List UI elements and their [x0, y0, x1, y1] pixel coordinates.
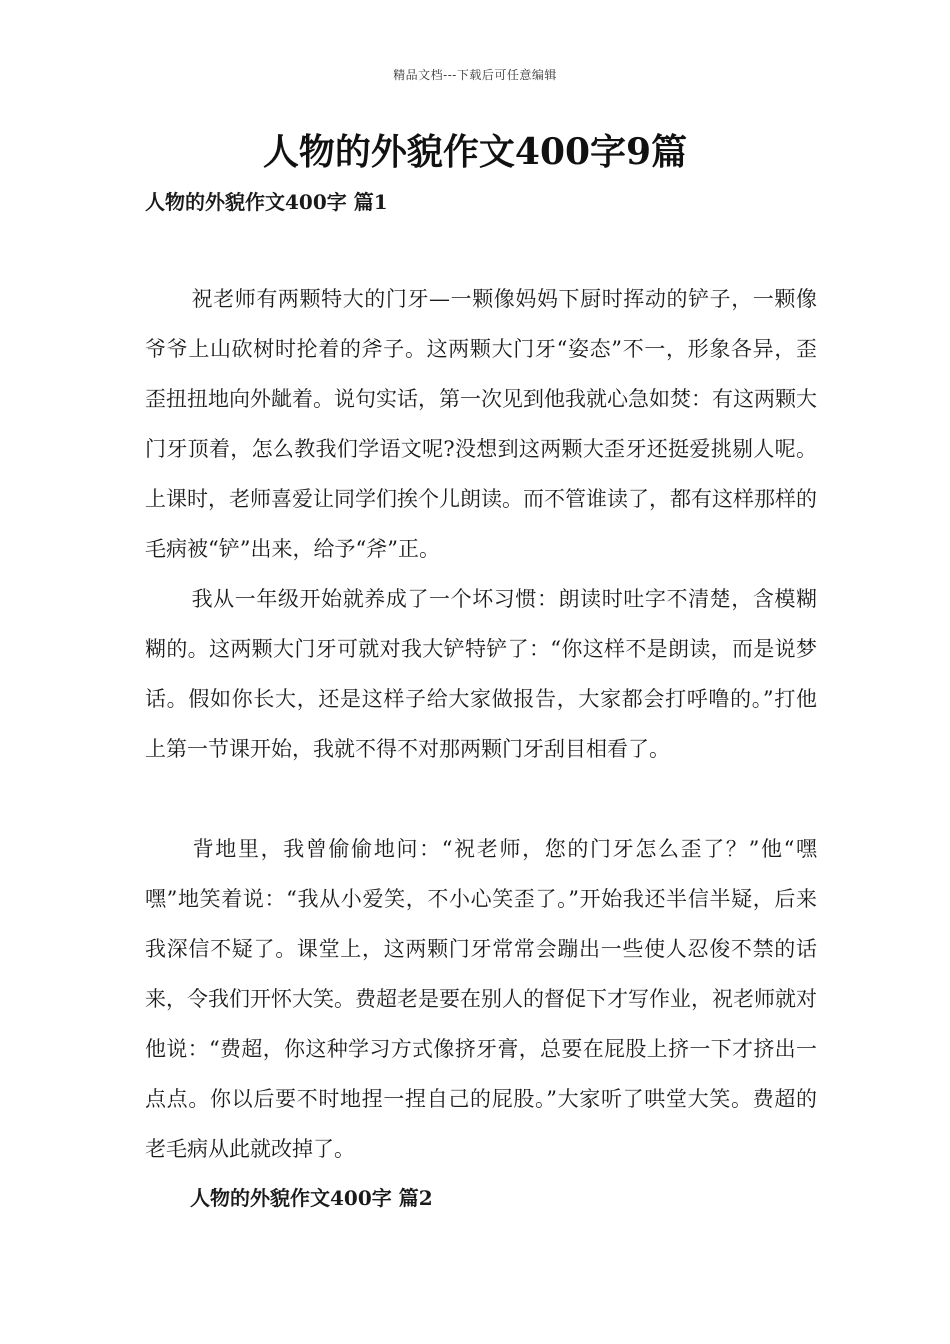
section-heading-1: 人物的外貌作文400字 篇1 [145, 190, 388, 214]
paragraph-3 [145, 824, 817, 1174]
document-title: 人物的外貌作文400字9篇 [262, 131, 688, 173]
paragraph-3-text: 背地里，我曾偷偷地问：“祝老师，您的门牙怎么歪了？”他“嘿嘿”地笑着说：“我从小爱笑，不小心笑歪了。”开始我还半信半疑，后来我深信不疑了。课堂上，这两颗门牙常常会蹦出一些使人忍俊不禁的话来，令我们开怀大笑。费超老是要在别人的督促下才写作业，祝老师就对他说：“费超，你这种学习方式像挤牙膏，总要在屁股上挤一下才挤出一点点。你以后要不时地捏一捏自己的屁股。”大家听了哄堂大笑。费超的老毛病从此就改掉了。 [145, 837, 817, 1161]
paragraph-1-text: 祝老师有两颗特大的门牙—一颗像妈妈下厨时挥动的铲子，一颗像爷爷上山砍树时抡着的斧子。这两颗大门牙“姿态”不一，形象各异，歪歪扭扭地向外龇着。说句实话，第一次见到他我就心急如焚：有这两颗大门牙顶着，怎么教我们学语文呢?没想到这两颗大歪牙还挺爱挑剔人呢。上课时，老师喜爱让同学们挨个儿朗读。而不管谁读了，都有这样那样的毛病被“铲”出来，给予“斧”正。 [145, 287, 817, 561]
paragraph-1 [145, 274, 817, 574]
paragraph-2 [145, 574, 817, 774]
header-note: 精品文档---下载后可任意编辑 [393, 68, 557, 82]
paragraph-2-text: 我从一年级开始就养成了一个坏习惯：朗读时吐字不清楚，含模糊糊的。这两颗大门牙可就对我大铲特铲了：“你这样不是朗读，而是说梦话。假如你长大，还是这样子给大家做报告，大家都会打呼噜的。”打他上第一节课开始，我就不得不对那两颗门牙刮目相看了。 [145, 587, 817, 761]
section-heading-2: 人物的外貌作文400字 篇2 [190, 1186, 433, 1210]
